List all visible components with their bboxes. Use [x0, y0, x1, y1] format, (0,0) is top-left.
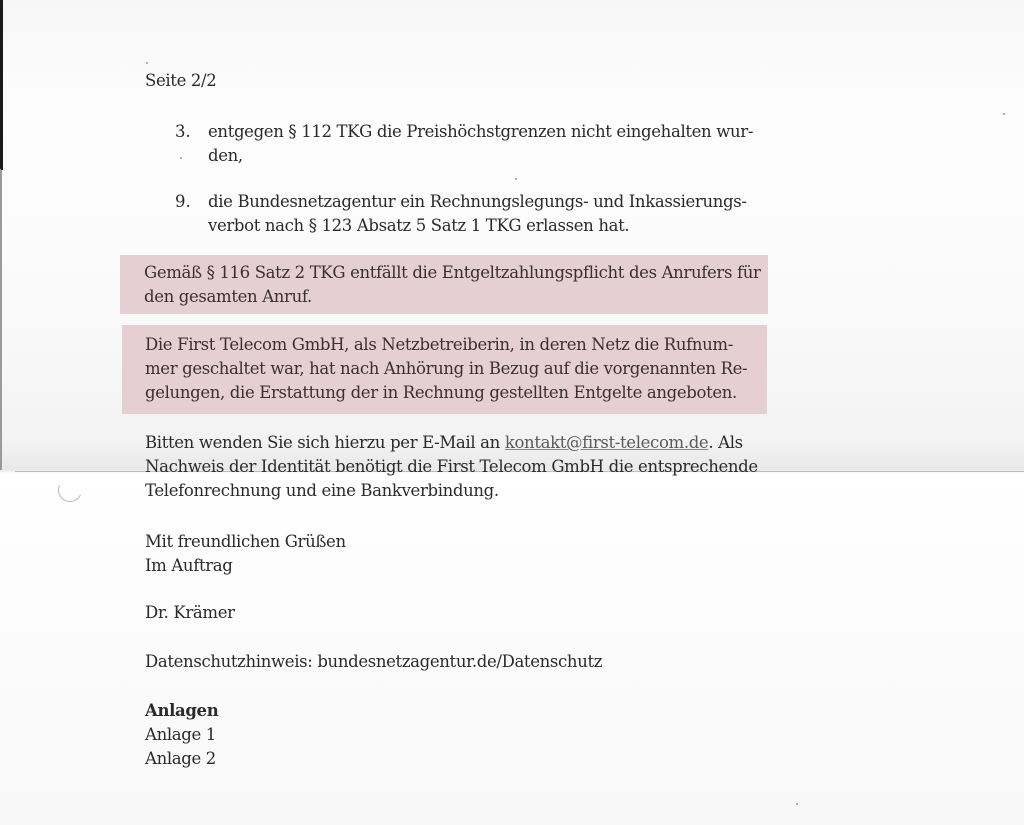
scan-speck	[1003, 113, 1005, 115]
contact-line-1	[145, 431, 758, 455]
list-number: 9.	[175, 192, 191, 211]
paragraph-text	[145, 333, 747, 405]
contact-text: Bitten wenden Sie sich hierzu per E-Mail an	[145, 433, 505, 452]
list-line: entgegen § 112 TKG die Preishöchstgrenzen nicht eingehalten wur-	[208, 122, 754, 141]
paragraph-line: Die First Telecom GmbH, als Netzbetreiberin, in deren Netz die Rufnum-	[145, 335, 733, 354]
list-number: 3.	[175, 122, 191, 141]
list-line: die Bundesnetzagentur ein Rechnungslegungs- und Inkassierungs-	[208, 192, 747, 211]
contact-text: . Als	[708, 433, 743, 452]
attachments-title: Anlagen	[145, 701, 219, 720]
privacy-notice: Datenschutzhinweis: bundesnetzagentur.de/Datenschutz	[145, 652, 603, 671]
on-behalf-label: Im Auftrag	[145, 556, 233, 575]
contact-line-3: Telefonrechnung und eine Bankverbindung.	[145, 481, 499, 500]
list-line: den,	[208, 146, 243, 165]
paragraph-line: mer geschaltet war, hat nach Anhörung in Bezug auf die vorgenannten Re-	[145, 359, 748, 378]
signer-name: Dr. Krämer	[145, 603, 235, 622]
list-line: verbot nach § 123 Absatz 5 Satz 1 TKG erlassen hat.	[208, 216, 630, 235]
paragraph-text	[144, 261, 761, 309]
attachment-item: Anlage 1	[145, 725, 216, 744]
paragraph-line: gelungen, die Erstattung der in Rechnung gestellten Entgelte angeboten.	[145, 383, 737, 402]
paragraph-line: den gesamten Anruf.	[144, 287, 312, 306]
highlighted-paragraph-payment-obligation	[120, 255, 768, 314]
greeting: Mit freundlichen Grüßen	[145, 532, 346, 551]
paper-curl-mark	[55, 475, 86, 506]
closing-block	[145, 530, 346, 578]
scan-speck	[796, 803, 798, 805]
paragraph-line: Gemäß § 116 Satz 2 TKG entfällt die Entgeltzahlungspflicht des Anrufers für	[144, 263, 761, 282]
scan-edge-shadow-lower	[0, 170, 2, 470]
highlighted-paragraph-refund-offer	[122, 325, 767, 414]
email-link[interactable]: kontakt@first-telecom.de	[504, 433, 709, 452]
attachments-block	[145, 699, 218, 771]
scan-speck	[180, 157, 182, 159]
contact-line-2: Nachweis der Identität benötigt die First Telecom GmbH die entsprechende	[145, 457, 758, 476]
attachment-item: Anlage 2	[145, 749, 216, 768]
list-text	[208, 120, 753, 168]
list-text	[208, 190, 747, 238]
page-number: Seite 2/2	[145, 71, 217, 90]
scan-edge-shadow	[0, 0, 3, 170]
scan-speck	[146, 62, 148, 64]
contact-paragraph	[145, 431, 758, 503]
scan-speck	[515, 178, 517, 180]
